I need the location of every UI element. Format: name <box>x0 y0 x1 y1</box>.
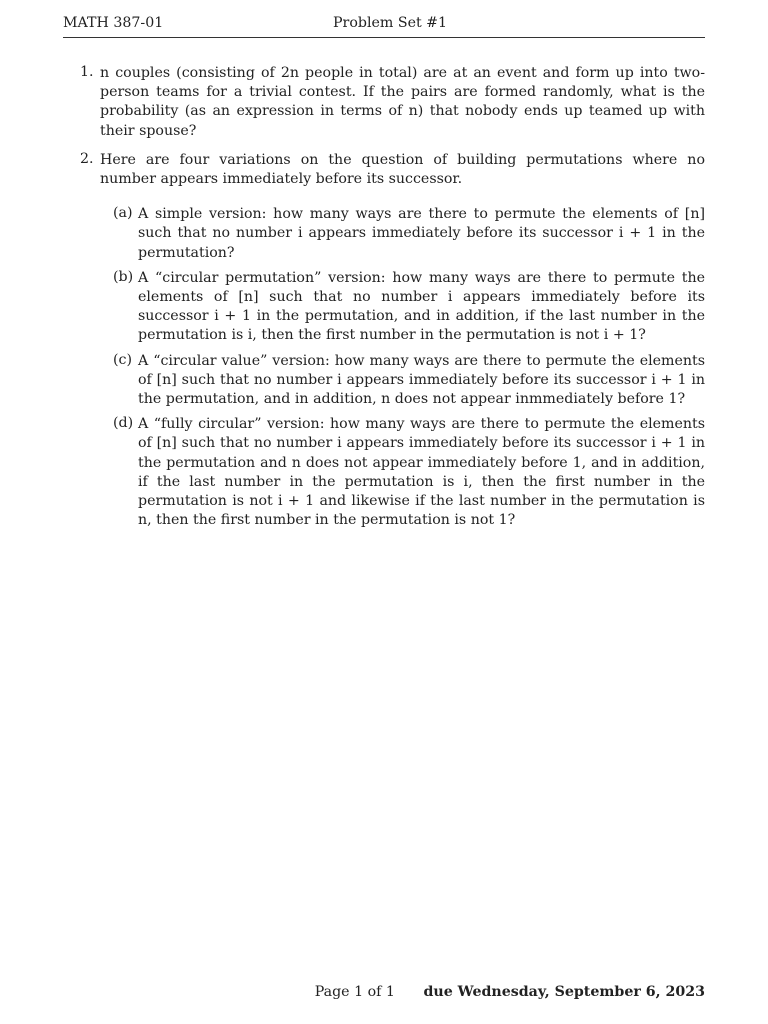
subpart-text: A “circular value” version: how many ways are there to permute the elements of [n] such that no number i appears immediately before its successor i + 1 in the permutation, and in addition, n does not appear inmmediately before 1? <box>138 352 705 408</box>
problem-item <box>80 64 705 141</box>
subpart-label: (a) <box>113 205 133 222</box>
subpart-item <box>113 352 705 410</box>
problem-number: 2. <box>80 150 94 167</box>
subpart-label: (b) <box>113 268 134 285</box>
problem-item <box>80 151 705 531</box>
due-date: due Wednesday, September 6, 2023 <box>423 984 705 1000</box>
page-number: Page 1 of 1 <box>314 984 395 1000</box>
subpart-item <box>113 415 705 530</box>
page-header <box>63 15 705 38</box>
subpart-text: A “fully circular” version: how many ways are there to permute the elements of [n] such that no number i appears immediately before its successor i + 1 in the permutation and n does not appear immediately before 1, and in addition, if the last number in the permutation is i, then the first number in the permutation is not i + 1 and likewise if the last number in the permutation is n, then the first number in the permutation is not 1? <box>138 416 705 529</box>
problem-text: Here are four variations on the question of building permutations where no number appears immediately before its successor. <box>100 151 705 188</box>
subpart-text: A simple version: how many ways are there to permute the elements of [n] such that no number i appears immediately before its successor i + 1 in the permutation? <box>138 206 705 261</box>
subpart-list <box>100 205 705 530</box>
problem-number: 1. <box>80 64 94 80</box>
problem-text: n couples (consisting of 2n people in total) are at an event and form up into two-person teams for a trivial contest. If the pairs are formed randomly, what is the probability (as an expression in terms of n) that nobody ends up teamed up with their spouse? <box>100 65 705 139</box>
subpart-label: (d) <box>113 415 134 432</box>
page-footer <box>315 984 705 1000</box>
document-title: Problem Set #1 <box>333 15 448 31</box>
subpart-text: A “circular permutation” version: how many ways are there to permute the elements of [n] such that no number i appears immediately before its successor i + 1 in the permutation, and in addition, if the last number in the permutation is i, then the first number in the permutation is not i + 1? <box>138 269 705 344</box>
subpart-item <box>113 269 705 346</box>
problem-list <box>80 64 705 540</box>
subpart-label: (c) <box>113 351 133 368</box>
course-code: MATH 387-01 <box>63 15 164 31</box>
subpart-item <box>113 205 705 263</box>
